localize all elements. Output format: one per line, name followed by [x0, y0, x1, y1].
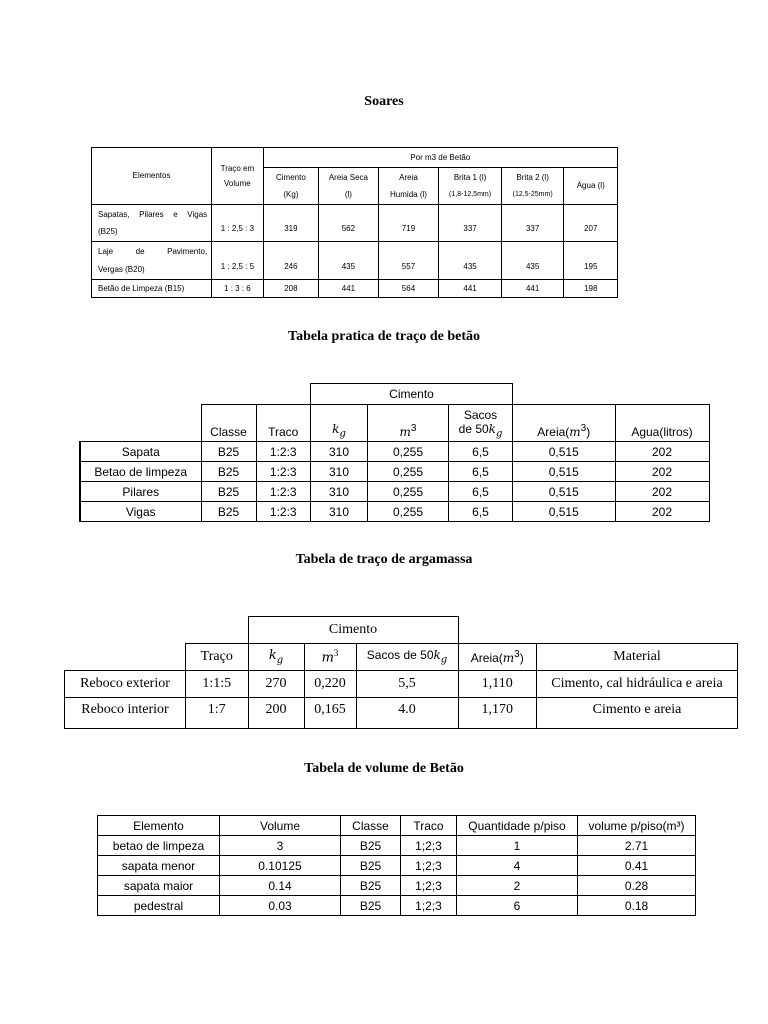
header-kg: $k_g$ — [311, 405, 368, 442]
header-areia-humida: Areia Humida (l) — [378, 168, 439, 205]
header-volume-piso: volume p/piso(m³) — [578, 816, 696, 836]
header-cimento: Cimento (Kg) — [263, 168, 319, 205]
header-areia-seca: Areia Seca (l) — [319, 168, 379, 205]
table-row: betao de limpeza 3 B25 1;2;3 1 2.71 — [98, 836, 696, 856]
header-traco: Traco — [401, 816, 457, 836]
table-row: sapata menor 0.10125 B25 1;2;3 4 0.41 — [98, 856, 696, 876]
table-row: Betao de limpeza B25 1:2:3 310 0,255 6,5 0,515 202 — [80, 462, 709, 482]
title-argamassa: Tabela de traço de argamassa — [295, 552, 473, 567]
title-volume: Tabela de volume de Betão — [304, 761, 464, 776]
title-soares: Soares — [364, 94, 404, 109]
title-tabela-pratica: Tabela pratica de traço de betão — [288, 329, 480, 344]
row-element: Sapatas, Pilares e Vigas (B25) — [92, 205, 212, 242]
header-por-m3: Por m3 de Betão — [263, 148, 617, 168]
header-sacos: Sacos de $50k_g$ — [356, 644, 458, 671]
argamassa-table — [64, 616, 738, 729]
header-brita1: Brita 1 (l) (1,8-12,5mm) — [439, 168, 502, 205]
table-row: Reboco interior 1:7 200 0,165 4.0 1,170 Cimento e areia — [65, 698, 738, 729]
table-row: pedestral 0.03 B25 1;2;3 6 0.18 — [98, 896, 696, 916]
header-agua: Agua(litros) — [615, 405, 709, 442]
table-row: Pilares B25 1:2:3 310 0,255 6,5 0,515 202 — [80, 482, 709, 502]
header-traco: Traco — [256, 405, 311, 442]
header-cimento: Cimento — [311, 384, 513, 405]
traco-betao-table — [79, 383, 710, 522]
header-elementos: Elementos — [92, 148, 212, 205]
header-cimento: Cimento — [248, 617, 458, 644]
header-traco: Traço — [186, 644, 249, 671]
header-m3: $m^3$ — [304, 644, 356, 671]
header-classe: Classe — [201, 405, 256, 442]
header-elemento: Elemento — [98, 816, 220, 836]
header-brita2: Brita 2 (l) (12,5-25mm) — [501, 168, 564, 205]
header-kg: $k_g$ — [248, 644, 304, 671]
volume-betao-table — [97, 815, 696, 916]
header-traco: Traço em Volume — [212, 148, 263, 205]
header-volume: Volume — [220, 816, 341, 836]
table-row: Sapata B25 1:2:3 310 0,255 6,5 0,515 202 — [80, 442, 709, 462]
table-row: Vigas B25 1:2:3 310 0,255 6,5 0,515 202 — [80, 502, 709, 522]
header-agua: Água (l) — [564, 168, 618, 205]
soares-table — [91, 147, 618, 298]
header-areia: $Areia(m^3)$ — [513, 405, 616, 442]
header-areia: $Areia(m^3)$ — [458, 644, 537, 671]
table-row: Betão de Limpeza (B15) 1 : 3 : 6 208 441 564 441 441 198 — [92, 280, 618, 298]
row-element: Laje de Pavimento, Vergas (B20) — [92, 242, 212, 280]
table-row: Reboco exterior 1:1:5 270 0,220 5,5 1,110 Cimento, cal hidráulica e areia — [65, 671, 738, 698]
table-row: Sapatas, Pilares e Vigas (B25) 1 : 2,5 : 3 319 562 719 337 337 207 — [92, 205, 618, 242]
header-sacos: Sacos de $50k_g$ — [449, 405, 513, 442]
table-row: Laje de Pavimento, Vergas (B20) 1 : 2,5 : 5 246 435 557 435 435 195 — [92, 242, 618, 280]
header-quantidade: Quantidade p/piso — [457, 816, 578, 836]
table-row: sapata maior 0.14 B25 1;2;3 2 0.28 — [98, 876, 696, 896]
header-classe: Classe — [341, 816, 401, 836]
header-m3: $m^3$ — [368, 405, 449, 442]
header-material: Material — [537, 644, 738, 671]
